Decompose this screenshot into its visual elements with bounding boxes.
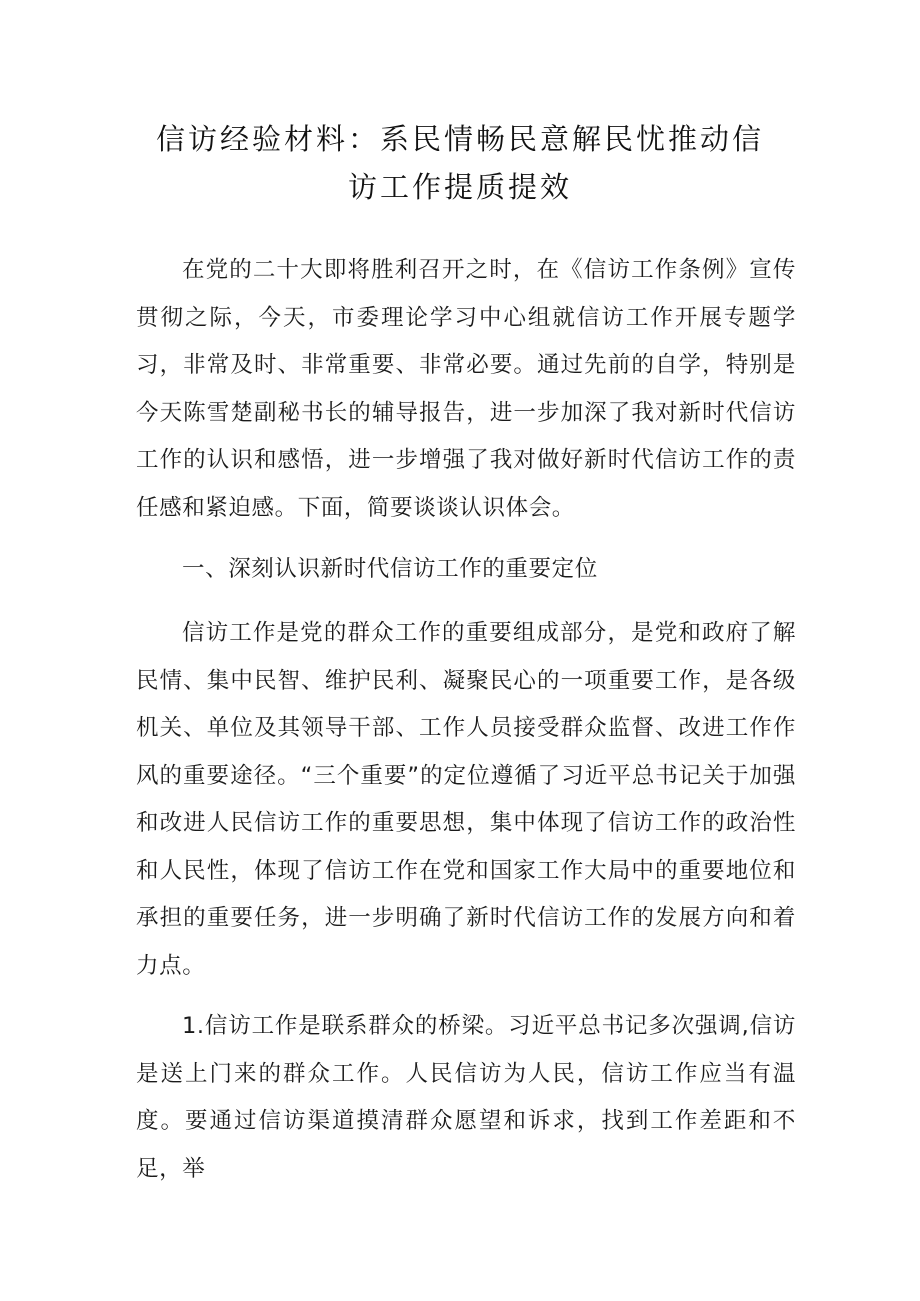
document-title-line-2: 访工作提质提效 xyxy=(347,170,572,204)
point-1-paragraph: 1.信访工作是联系群众的桥梁。习近平总书记多次强调,信访是送上门来的群众工作。人民信访为人民，信访工作应当有温度。要通过信访渠道摸清群众愿望和诉求，找到工作差距和不足，举 xyxy=(136,1013,796,1182)
section-heading-1: 一、深刻认识新时代信访工作的重要定位 xyxy=(182,556,598,582)
section-1-paragraph: 信访工作是党的群众工作的重要组成部分，是党和政府了解民情、集中民智、维护民利、凝聚民心的一项重要工作，是各级机关、单位及其领导干部、工作人员接受群众监督、改进工作作风的重要途径。“三个重要”的定位遵循了习近平总书记关于加强和改进人民信访工作的重要思想，集中体现了信访工作的政治性和人民性，体现了信访工作在党和国家工作大局中的重要地位和承担的重要任务，进一步明确了新时代信访工作的发展方向和着力点。 xyxy=(136,620,796,979)
document-title-line-1: 信访经验材料：系民情畅民意解民忧推动信 xyxy=(155,122,764,156)
intro-paragraph: 在党的二十大即将胜利召开之时，在《信访工作条例》宣传贯彻之际，今天，市委理论学习中心组就信访工作开展专题学习，非常及时、非常重要、非常必要。通过先前的自学，特别是今天陈雪楚副秘书长的辅导报告，进一步加深了我对新时代信访工作的认识和感悟，进一步增强了我对做好新时代信访工作的责任感和紧迫感。下面，简要谈谈认识体会。 xyxy=(136,257,796,521)
